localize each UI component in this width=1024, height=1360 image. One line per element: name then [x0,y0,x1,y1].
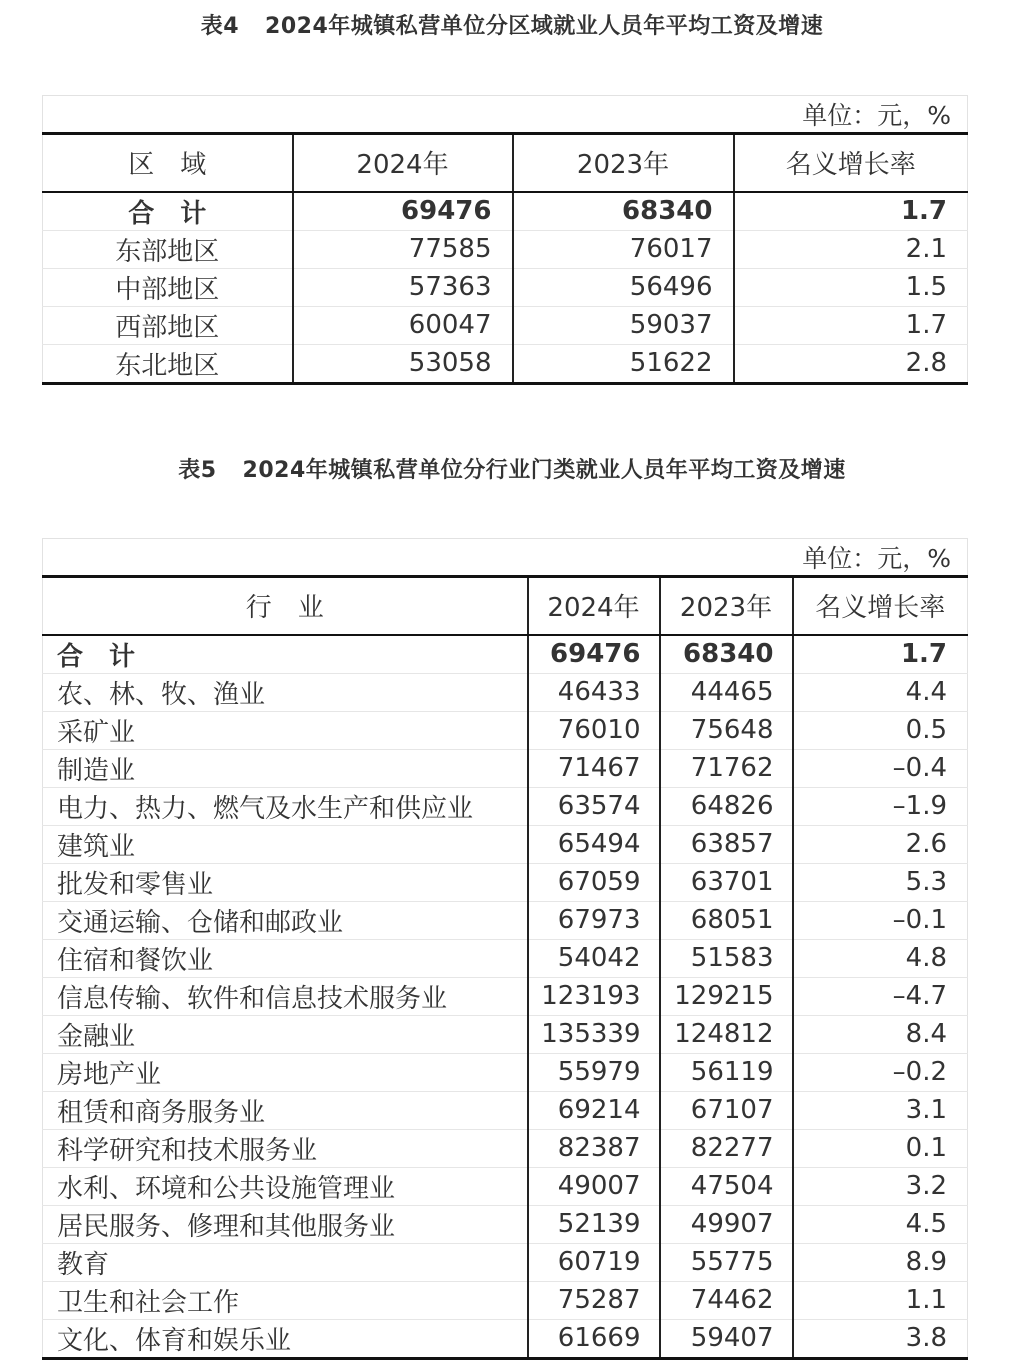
growth-rate: 1.5 [734,268,968,306]
wage-2023: 68340 [660,635,793,674]
growth-rate: 2.1 [734,230,968,268]
table-row [43,939,968,977]
industry-name: 信息传输、软件和信息技术服务业 [43,977,528,1015]
growth-rate: –4.7 [793,977,968,1015]
wage-2024: 75287 [528,1281,660,1319]
industry-name: 居民服务、修理和其他服务业 [43,1205,528,1243]
table-row-total [43,635,968,674]
table-row [43,673,968,711]
region-name: 合 计 [43,192,293,231]
table-row [43,1281,968,1319]
industry-name: 水利、环境和公共设施管理业 [43,1167,528,1205]
table4-title-text: 2024年城镇私营单位分区域就业人员年平均工资及增速 [265,14,824,39]
table4-regional-wages [42,95,968,385]
wage-2024: 77585 [293,230,513,268]
growth-rate: 1.1 [793,1281,968,1319]
wage-2024: 60047 [293,306,513,344]
industry-name: 住宿和餐饮业 [43,939,528,977]
wage-2023: 75648 [660,711,793,749]
table-row [43,863,968,901]
industry-name: 文化、体育和娱乐业 [43,1319,528,1358]
table-row [43,901,968,939]
region-name: 西部地区 [43,306,293,344]
wage-2024: 54042 [528,939,660,977]
unit-label: 单位：元，% [43,539,968,577]
industry-name: 合 计 [43,635,528,674]
wage-2024: 46433 [528,673,660,711]
table-row [43,1091,968,1129]
wage-2024: 57363 [293,268,513,306]
industry-name: 农、林、牧、渔业 [43,673,528,711]
table-row [43,1167,968,1205]
wage-2024: 71467 [528,749,660,787]
industry-name: 建筑业 [43,825,528,863]
table-row [43,1129,968,1167]
wage-2024: 53058 [293,344,513,383]
table-row [43,230,968,268]
wage-2023: 68340 [513,192,734,231]
wage-2023: 71762 [660,749,793,787]
col-header-2023: 2023年 [660,577,793,635]
industry-name: 租赁和商务服务业 [43,1091,528,1129]
table-row [43,1243,968,1281]
wage-2023: 63701 [660,863,793,901]
col-header-industry: 行 业 [43,577,528,635]
table5-title [0,453,1024,484]
wage-2024: 135339 [528,1015,660,1053]
table5-title-text: 2024年城镇私营单位分行业门类就业人员年平均工资及增速 [242,458,846,483]
wage-2024: 123193 [528,977,660,1015]
growth-rate: 5.3 [793,863,968,901]
industry-name: 电力、热力、燃气及水生产和供应业 [43,787,528,825]
growth-rate: 0.5 [793,711,968,749]
table-row [43,749,968,787]
growth-rate: –0.4 [793,749,968,787]
growth-rate: 1.7 [793,635,968,674]
growth-rate: 2.6 [793,825,968,863]
col-header-2024: 2024年 [528,577,660,635]
table-row [43,268,968,306]
industry-name: 采矿业 [43,711,528,749]
col-header-growth-rate: 名义增长率 [734,134,968,192]
table-row [43,306,968,344]
industry-name: 制造业 [43,749,528,787]
wage-2023: 82277 [660,1129,793,1167]
region-name: 中部地区 [43,268,293,306]
wage-2024: 60719 [528,1243,660,1281]
wage-2023: 47504 [660,1167,793,1205]
growth-rate: 8.9 [793,1243,968,1281]
region-name: 东北地区 [43,344,293,383]
industry-name: 金融业 [43,1015,528,1053]
wage-2024: 69476 [528,635,660,674]
growth-rate: 4.8 [793,939,968,977]
industry-name: 科学研究和技术服务业 [43,1129,528,1167]
table-row [43,344,968,383]
industry-name: 批发和零售业 [43,863,528,901]
growth-rate: 8.4 [793,1015,968,1053]
table-row [43,787,968,825]
growth-rate: 2.8 [734,344,968,383]
industry-name: 房地产业 [43,1053,528,1091]
table-row [43,1015,968,1053]
wage-2023: 74462 [660,1281,793,1319]
wage-2023: 124812 [660,1015,793,1053]
table4-title [0,9,1024,40]
growth-rate: 3.2 [793,1167,968,1205]
wage-2024: 67059 [528,863,660,901]
wage-2024: 63574 [528,787,660,825]
growth-rate: 4.5 [793,1205,968,1243]
table-row [43,1053,968,1091]
wage-2023: 59037 [513,306,734,344]
wage-2024: 76010 [528,711,660,749]
table-row [43,1205,968,1243]
table-row [43,977,968,1015]
wage-2023: 51622 [513,344,734,383]
wage-2023: 55775 [660,1243,793,1281]
region-name: 东部地区 [43,230,293,268]
wage-2023: 44465 [660,673,793,711]
col-header-growth-rate: 名义增长率 [793,577,968,635]
growth-rate: 3.1 [793,1091,968,1129]
wage-2024: 61669 [528,1319,660,1358]
col-header-2024: 2024年 [293,134,513,192]
wage-2024: 49007 [528,1167,660,1205]
industry-name: 交通运输、仓储和邮政业 [43,901,528,939]
growth-rate: –1.9 [793,787,968,825]
wage-2023: 49907 [660,1205,793,1243]
wage-2024: 69476 [293,192,513,231]
industry-name: 教育 [43,1243,528,1281]
growth-rate: 1.7 [734,306,968,344]
col-header-2023: 2023年 [513,134,734,192]
table4-number: 表4 [200,14,240,39]
growth-rate: 4.4 [793,673,968,711]
growth-rate: 3.8 [793,1319,968,1358]
wage-2023: 64826 [660,787,793,825]
wage-2023: 63857 [660,825,793,863]
unit-label: 单位：元，% [43,96,968,134]
wage-2024: 67973 [528,901,660,939]
growth-rate: 0.1 [793,1129,968,1167]
industry-name: 卫生和社会工作 [43,1281,528,1319]
table-row-total [43,192,968,231]
wage-2024: 82387 [528,1129,660,1167]
table5-number: 表5 [178,458,217,483]
wage-2023: 51583 [660,939,793,977]
wage-2024: 65494 [528,825,660,863]
table-row [43,1319,968,1358]
wage-2024: 69214 [528,1091,660,1129]
wage-2023: 129215 [660,977,793,1015]
wage-2024: 55979 [528,1053,660,1091]
col-header-region: 区 域 [43,134,293,192]
table-row [43,825,968,863]
wage-2023: 56496 [513,268,734,306]
wage-2023: 68051 [660,901,793,939]
growth-rate: 1.7 [734,192,968,231]
wage-2023: 56119 [660,1053,793,1091]
wage-2023: 76017 [513,230,734,268]
wage-2023: 67107 [660,1091,793,1129]
table-row [43,711,968,749]
table5-industry-wages [42,538,968,1360]
wage-2024: 52139 [528,1205,660,1243]
wage-2023: 59407 [660,1319,793,1358]
growth-rate: –0.1 [793,901,968,939]
growth-rate: –0.2 [793,1053,968,1091]
